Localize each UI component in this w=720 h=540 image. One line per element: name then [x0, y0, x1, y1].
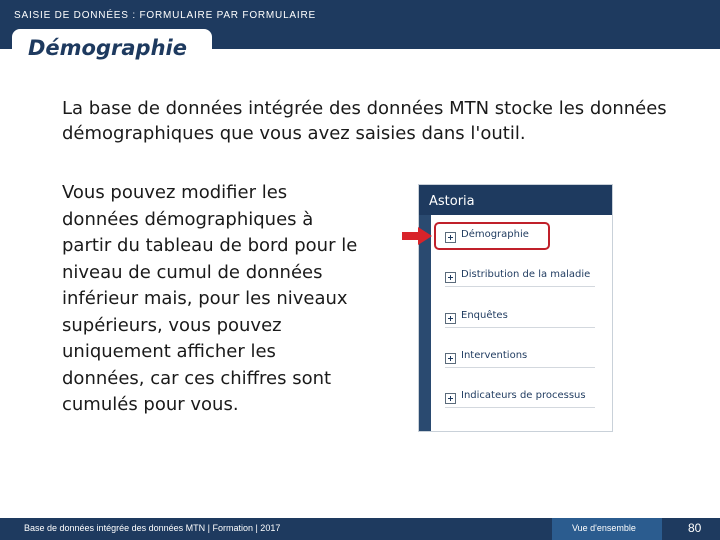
menu-item-indicateurs-processus[interactable] — [445, 390, 605, 410]
menu-divider — [445, 327, 595, 328]
menu-item-enquetes[interactable] — [445, 310, 605, 330]
plus-icon[interactable] — [445, 353, 456, 364]
plus-icon[interactable] — [445, 272, 456, 283]
page-title: Démographie — [28, 36, 187, 60]
plus-icon[interactable] — [445, 393, 456, 404]
menu-item-distribution-maladie[interactable] — [445, 269, 605, 289]
breadcrumb: SAISIE DE DONNÉES : FORMULAIRE PAR FORMULAIRE — [14, 10, 316, 21]
menu-divider — [445, 286, 595, 287]
menu-divider — [445, 367, 595, 368]
menu-item-label: Enquêtes — [461, 310, 508, 321]
menu-item-interventions[interactable] — [445, 350, 605, 370]
menu-item-label: Démographie — [461, 229, 529, 240]
menu-item-label: Interventions — [461, 350, 528, 361]
plus-icon[interactable] — [445, 313, 456, 324]
footer-text: Base de données intégrée des données MTN | Formation | 2017 — [24, 523, 281, 533]
menu-divider — [445, 407, 595, 408]
description-paragraph: Vous pouvez modifier les données démographiques à partir du tableau de bord pour le niveau de cumul de données inférieur mais, pour les niveaux supérieurs, vous pouvez uniquement afficher les données, car ces chiffres sont cumulés pour vous. — [62, 182, 358, 415]
panel-title: Astoria — [429, 194, 475, 209]
overview-button[interactable] — [552, 518, 662, 540]
highlight-box — [434, 222, 550, 250]
intro-paragraph: La base de données intégrée des données MTN stocke les données démographiques que vous avez saisies dans l'outil. — [62, 98, 667, 144]
pointer-arrow-icon — [402, 227, 432, 245]
page-number: 80 — [688, 521, 702, 535]
panel-header — [419, 185, 612, 215]
panel-side-strip — [419, 215, 431, 431]
menu-item-label: Indicateurs de processus — [461, 390, 586, 401]
overview-button-label: Vue d'ensemble — [572, 523, 636, 533]
menu-item-label: Distribution de la maladie — [461, 269, 591, 280]
